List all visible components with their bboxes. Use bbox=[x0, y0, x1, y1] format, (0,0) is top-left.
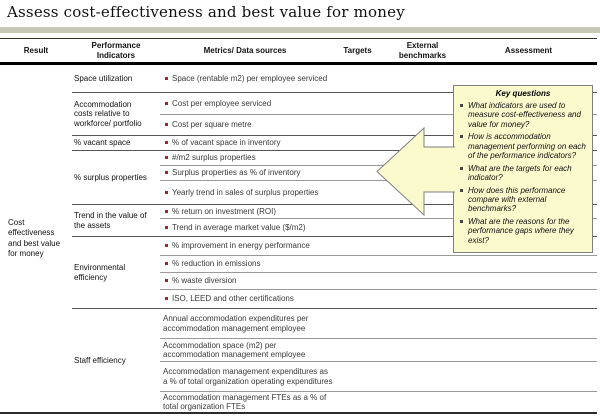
bullet-icon bbox=[165, 279, 168, 282]
table-header-row bbox=[0, 38, 597, 65]
metric-row bbox=[160, 392, 597, 412]
bullet-icon bbox=[165, 226, 168, 229]
metric-row bbox=[160, 339, 597, 362]
column-header-metrics-data-sources: Metrics/ Data sources bbox=[203, 45, 287, 55]
metric-text: Trend in average market value ($/m2) bbox=[172, 222, 306, 232]
key-question-text: What are the reasons for the performance gaps where they exist? bbox=[468, 216, 574, 245]
performance-indicator-label: Environmental efficiency bbox=[74, 262, 126, 282]
performance-indicator-label: Staff efficiency bbox=[74, 355, 126, 365]
key-question bbox=[459, 132, 587, 160]
key-questions-list bbox=[459, 101, 587, 245]
metric-text: Cost per employee serviced bbox=[172, 98, 272, 108]
column-header-external-benchmarks: External benchmarks bbox=[398, 41, 447, 60]
column-header-assessment: Assessment bbox=[504, 45, 553, 55]
bullet-icon bbox=[165, 244, 168, 247]
metric-text: % of vacant space in inventory bbox=[172, 138, 281, 148]
metric-text: Yearly trend in sales of surplus properties bbox=[172, 187, 319, 197]
bullet-icon bbox=[165, 297, 168, 300]
metric-text: Accommodation management expenditures as a % of total organization operating expenditures bbox=[163, 367, 333, 386]
bullet-icon bbox=[460, 167, 463, 170]
bullet-icon bbox=[165, 210, 168, 213]
performance-indicator-label: Accommodation costs relative to workforce/ portfolio bbox=[74, 99, 142, 128]
bullet-icon bbox=[165, 191, 168, 194]
key-question bbox=[459, 164, 587, 183]
metric-text: % return on investment (ROI) bbox=[172, 206, 277, 216]
column-header-performance-indicators: Performance Indicators bbox=[91, 41, 141, 60]
bullet-icon bbox=[460, 220, 463, 223]
indicator-group bbox=[72, 309, 597, 412]
bullet-icon bbox=[165, 156, 168, 159]
metric-text: Accommodation management FTEs as a % of total organization FTEs bbox=[163, 392, 327, 411]
bullet-icon bbox=[460, 189, 463, 192]
metric-text: Annual accommodation expenditures per accommodation management employee bbox=[163, 314, 309, 333]
metric-row bbox=[160, 362, 597, 392]
bullet-icon bbox=[165, 262, 168, 265]
key-question-text: How is accommodation management performing on each of the performance indicators? bbox=[468, 132, 586, 161]
metric-row bbox=[160, 290, 597, 308]
performance-indicator-label: % vacant space bbox=[74, 138, 131, 148]
metric-text: Cost per square metre bbox=[172, 120, 252, 130]
metrics-list bbox=[160, 309, 597, 412]
metric-text: Space (rentable m2) per employee serviced bbox=[172, 73, 328, 83]
performance-indicator-label: Space utilization bbox=[74, 73, 133, 83]
bullet-icon bbox=[165, 171, 168, 174]
metric-text: Accommodation space (m2) per accommodation management employee bbox=[163, 340, 306, 359]
page-title: Assess cost-effectiveness and best value for money bbox=[7, 3, 405, 21]
bullet-icon bbox=[165, 102, 168, 105]
key-questions-callout bbox=[453, 85, 593, 253]
bullet-icon bbox=[460, 104, 463, 107]
metric-text: % improvement in energy performance bbox=[172, 241, 310, 251]
metric-text: ISO, LEED and other certifications bbox=[172, 294, 294, 304]
key-question-text: What are the targets for each indicator? bbox=[468, 163, 572, 183]
key-question bbox=[459, 217, 587, 245]
performance-indicator-label: % surplus properties bbox=[74, 172, 147, 182]
key-question-text: What indicators are used to measure cost-effectiveness and value for money? bbox=[468, 101, 581, 129]
metric-text: % waste diversion bbox=[172, 276, 237, 286]
column-header-targets: Targets bbox=[343, 45, 372, 55]
key-question-text: How does this performance compare with external benchmarks? bbox=[468, 185, 566, 214]
result-label: Cost effectiveness and best value for money bbox=[8, 217, 61, 258]
callout-title: Key questions bbox=[495, 89, 551, 98]
metric-row bbox=[160, 309, 597, 339]
metric-row bbox=[160, 256, 597, 273]
column-header-result: Result bbox=[23, 45, 49, 55]
key-question bbox=[459, 186, 587, 214]
metric-text: % reduction in emissions bbox=[172, 259, 261, 269]
accent-bar bbox=[0, 27, 600, 33]
metric-text: #/m2 surplus properties bbox=[172, 153, 256, 163]
key-question bbox=[459, 101, 587, 129]
bullet-icon bbox=[165, 77, 168, 80]
bullet-icon bbox=[460, 135, 463, 138]
bullet-icon bbox=[165, 141, 168, 144]
metric-row bbox=[160, 273, 597, 290]
performance-indicator-label: Trend in the value of the assets bbox=[74, 210, 147, 230]
metric-text: Surplus properties as % of inventory bbox=[172, 168, 301, 178]
bullet-icon bbox=[165, 123, 168, 126]
